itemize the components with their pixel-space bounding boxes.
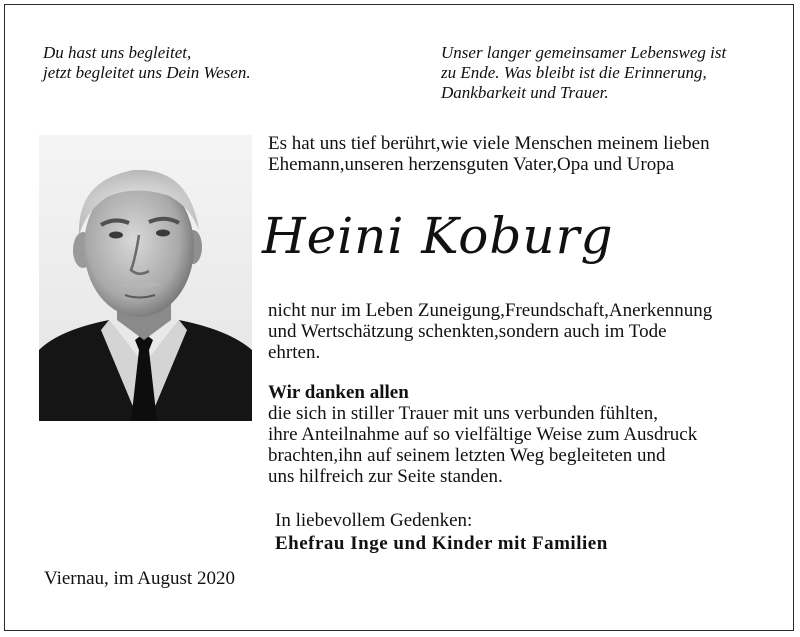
verse-right	[441, 43, 726, 103]
thanks-text	[268, 382, 697, 487]
family-signature: Ehefrau Inge und Kinder mit Familien	[275, 533, 608, 554]
deceased-name: Heini Koburg	[262, 207, 614, 265]
closing-line: In liebevollem Gedenken:	[275, 510, 473, 531]
text-line: uns hilfreich zur Seite standen.	[268, 466, 503, 487]
place-date: Viernau, im August 2020	[44, 568, 235, 589]
text-line: und Wertschätzung schenkten,sondern auch im Tode	[268, 321, 667, 342]
verse-line: Dankbarkeit und Trauer.	[441, 83, 609, 102]
text-line: ihre Anteilnahme auf so vielfältige Weise zum Ausdruck	[268, 424, 698, 445]
verse-line: Du hast uns begleitet,	[43, 43, 192, 62]
verse-line: Unser langer gemeinsamer Lebensweg ist	[441, 43, 727, 62]
thanks-intro-text	[268, 300, 712, 363]
portrait-photo	[39, 135, 252, 421]
closing-block	[275, 509, 608, 555]
text-line: Es hat uns tief berührt,wie viele Menschen meinem lieben	[268, 133, 710, 154]
thanks-heading: Wir danken allen	[268, 382, 409, 403]
verse-line: zu Ende. Was bleibt ist die Erinnerung,	[441, 63, 707, 82]
text-line: die sich in stiller Trauer mit uns verbunden fühlten,	[268, 403, 658, 424]
text-line: Ehemann,unseren herzensguten Vater,Opa und Uropa	[268, 154, 675, 175]
text-line: ehrten.	[268, 342, 321, 363]
verse-left	[43, 43, 251, 83]
text-line: nicht nur im Leben Zuneigung,Freundschaft,Anerkennung	[268, 300, 713, 321]
intro-text	[268, 133, 710, 175]
text-line: brachten,ihn auf seinem letzten Weg begleiteten und	[268, 445, 666, 466]
verse-line: jetzt begleitet uns Dein Wesen.	[43, 63, 251, 82]
